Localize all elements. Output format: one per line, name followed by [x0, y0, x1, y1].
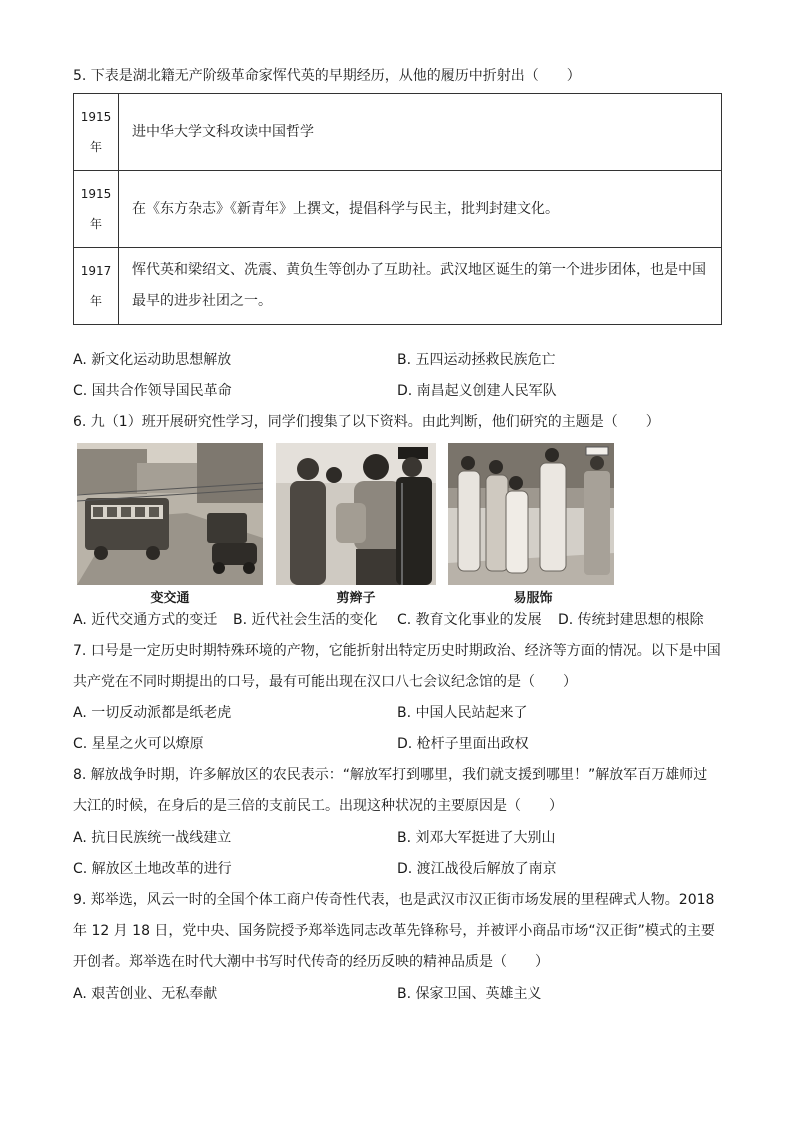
q6-option-b[interactable]: B. 近代社会生活的变化 [233, 612, 378, 628]
q7-option-d[interactable]: D. 枪杆子里面出政权 [397, 736, 529, 752]
photo-clothing [448, 443, 614, 585]
q7-option-b[interactable]: B. 中国人民站起来了 [397, 705, 528, 721]
q7-option-a[interactable]: A. 一切反动派都是纸老虎 [73, 705, 232, 721]
year-cell: 1915 年 [74, 171, 119, 248]
q8-stem-line1: 8. 解放战争时期，许多解放区的农民表示：“解放军打到哪里，我们就支援到哪里！”解放军百万雄师过 [73, 767, 708, 783]
q5-option-c[interactable]: C. 国共合作领导国民革命 [73, 383, 232, 399]
q6-option-c[interactable]: C. 教育文化事业的发展 [397, 612, 542, 628]
q6-option-a[interactable]: A. 近代交通方式的变迁 [73, 612, 218, 628]
q9-stem-line1: 9. 郑举选，风云一时的全国个体工商户传奇性代表，也是武汉市汉正街市场发展的里程碑式人物。2018 [73, 892, 715, 908]
year-cell: 1915 年 [74, 94, 119, 171]
q5-stem: 5. 下表是湖北籍无产阶级革命家恽代英的早期经历，从他的履历中折射出（ ） [73, 68, 581, 84]
q6-option-d[interactable]: D. 传统封建思想的根除 [558, 612, 704, 628]
table-row [74, 171, 722, 248]
q9-stem-line2: 年 12 月 18 日，党中央、国务院授予郑举选同志改革先锋称号，并被评小商品市场“汉正街”模式的主要 [73, 923, 715, 939]
q8-option-a[interactable]: A. 抗日民族统一战线建立 [73, 830, 232, 846]
q5-option-d[interactable]: D. 南昌起义创建人民军队 [397, 383, 557, 399]
caption-clothing: 易服饰 [513, 591, 553, 606]
q8-option-c[interactable]: C. 解放区土地改革的进行 [73, 861, 232, 877]
q9-stem-line3: 开创者。郑举选在时代大潮中书写时代传奇的经历反映的精神品质是（ ） [73, 954, 549, 970]
table-row [74, 94, 722, 171]
q5-option-a[interactable]: A. 新文化运动助思想解放 [73, 352, 232, 368]
q7-option-c[interactable]: C. 星星之火可以燎原 [73, 736, 204, 752]
photo-transport [77, 443, 263, 585]
q7-stem-line1: 7. 口号是一定历史时期特殊环境的产物，它能折射出特定历史时期政治、经济等方面的情况。以下是中国 [73, 643, 721, 659]
caption-transport: 变交通 [150, 591, 190, 606]
event-cell: 恽代英和梁绍文、冼震、黄负生等创办了互助社。武汉地区诞生的第一个进步团体，也是中国 最早的进步社团之一。 [119, 248, 722, 325]
q7-stem-line2: 共产党在不同时期提出的口号，最有可能出现在汉口八七会议纪念馆的是（ ） [73, 674, 577, 690]
event-cell: 在《东方杂志》《新青年》上撰文，提倡科学与民主，批判封建文化。 [119, 171, 722, 248]
q6-stem: 6. 九（1）班开展研究性学习，同学们搜集了以下资料。由此判断，他们研究的主题是（ ） [73, 414, 660, 430]
q8-option-d[interactable]: D. 渡江战役后解放了南京 [397, 861, 557, 877]
q5-resume-table [73, 93, 722, 325]
q5-option-b[interactable]: B. 五四运动拯救民族危亡 [397, 352, 556, 368]
q8-option-b[interactable]: B. 刘邓大军挺进了大别山 [397, 830, 556, 846]
event-cell: 进中华大学文科攻读中国哲学 [119, 94, 722, 171]
q8-stem-line2: 大江的时候，在身后的是三倍的支前民工。出现这种状况的主要原因是（ ） [73, 798, 563, 814]
table-row [74, 248, 722, 325]
photo-queue-cutting [276, 443, 436, 585]
caption-queue: 剪辫子 [336, 591, 376, 606]
q9-option-b[interactable]: B. 保家卫国、英雄主义 [397, 986, 542, 1002]
q9-option-a[interactable]: A. 艰苦创业、无私奉献 [73, 986, 218, 1002]
year-cell: 1917 年 [74, 248, 119, 325]
